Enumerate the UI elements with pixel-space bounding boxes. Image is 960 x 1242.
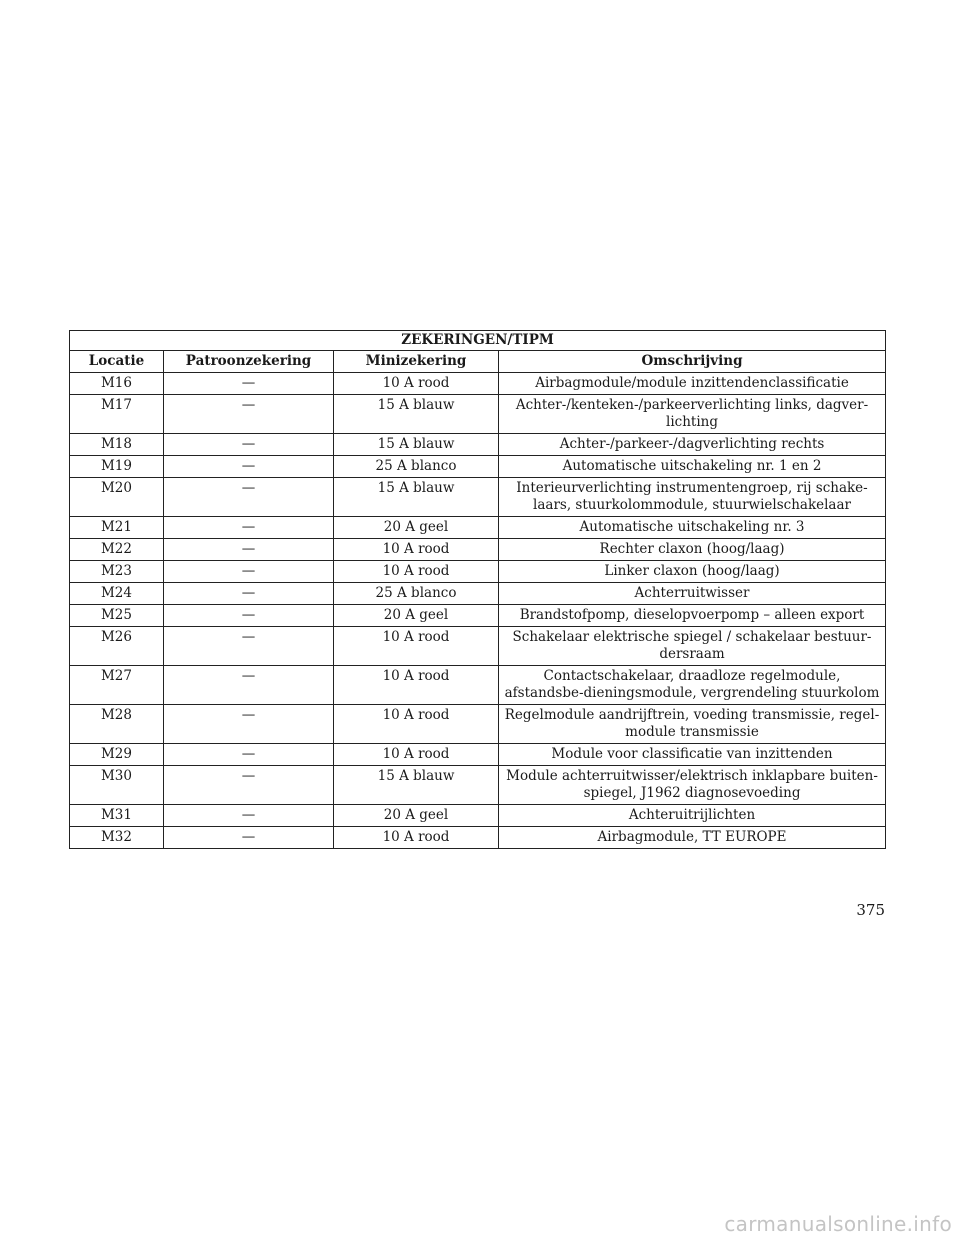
cell-description: Linker claxon (hoog/laag) (499, 561, 886, 583)
cell-location: M23 (70, 561, 164, 583)
cell-location: M16 (70, 373, 164, 395)
table-body (70, 373, 886, 849)
cell-cartridge: — (164, 456, 334, 478)
cell-location: M17 (70, 395, 164, 434)
cell-mini: 25 A blanco (334, 583, 499, 605)
cell-location: M18 (70, 434, 164, 456)
cell-location: M30 (70, 766, 164, 805)
cell-location: M24 (70, 583, 164, 605)
cell-description: Achteruitrijlichten (499, 805, 886, 827)
cell-description: Interieurverlichting instrumentengroep, rij schake-laars, stuurkolommodule, stuurwielschakelaar (499, 478, 886, 517)
header-mini-fuse: Minizekering (334, 351, 499, 373)
cell-cartridge: — (164, 744, 334, 766)
header-location: Locatie (70, 351, 164, 373)
table-row (70, 805, 886, 827)
cell-location: M27 (70, 666, 164, 705)
cell-cartridge: — (164, 561, 334, 583)
table-title: ZEKERINGEN/TIPM (70, 331, 886, 351)
cell-description: Automatische uitschakeling nr. 3 (499, 517, 886, 539)
cell-cartridge: — (164, 805, 334, 827)
header-cartridge-fuse: Patroonzekering (164, 351, 334, 373)
cell-location: M19 (70, 456, 164, 478)
cell-description: Airbagmodule, TT EUROPE (499, 827, 886, 849)
cell-description: Achter-/kenteken-/parkeerverlichting links, dagver-lichting (499, 395, 886, 434)
cell-description: Automatische uitschakeling nr. 1 en 2 (499, 456, 886, 478)
table-row (70, 395, 886, 434)
table-row (70, 744, 886, 766)
table-row (70, 583, 886, 605)
cell-mini: 20 A geel (334, 605, 499, 627)
table-row (70, 605, 886, 627)
cell-cartridge: — (164, 434, 334, 456)
cell-cartridge: — (164, 583, 334, 605)
cell-cartridge: — (164, 539, 334, 561)
table-row (70, 627, 886, 666)
cell-cartridge: — (164, 373, 334, 395)
cell-description: Achter-/parkeer-/dagverlichting rechts (499, 434, 886, 456)
cell-cartridge: — (164, 395, 334, 434)
cell-mini: 15 A blauw (334, 395, 499, 434)
table-row (70, 666, 886, 705)
cell-mini: 10 A rood (334, 827, 499, 849)
cell-location: M22 (70, 539, 164, 561)
cell-mini: 25 A blanco (334, 456, 499, 478)
cell-cartridge: — (164, 705, 334, 744)
table-row (70, 434, 886, 456)
cell-cartridge: — (164, 627, 334, 666)
cell-mini: 20 A geel (334, 805, 499, 827)
cell-location: M29 (70, 744, 164, 766)
table-header-row (70, 351, 886, 373)
cell-location: M20 (70, 478, 164, 517)
cell-mini: 10 A rood (334, 705, 499, 744)
cell-cartridge: — (164, 666, 334, 705)
watermark: carmanualsonline.info (724, 1212, 952, 1236)
cell-description: Airbagmodule/module inzittendenclassificatie (499, 373, 886, 395)
cell-mini: 10 A rood (334, 627, 499, 666)
cell-description: Achterruitwisser (499, 583, 886, 605)
cell-location: M26 (70, 627, 164, 666)
cell-mini: 10 A rood (334, 561, 499, 583)
cell-location: M32 (70, 827, 164, 849)
cell-mini: 10 A rood (334, 666, 499, 705)
cell-cartridge: — (164, 517, 334, 539)
cell-description: Brandstofpomp, dieselopvoerpomp – alleen export (499, 605, 886, 627)
table-row (70, 517, 886, 539)
cell-location: M28 (70, 705, 164, 744)
table-row (70, 766, 886, 805)
page-number: 375 (856, 901, 885, 919)
cell-location: M31 (70, 805, 164, 827)
table-row (70, 827, 886, 849)
table-title-row (70, 331, 886, 351)
cell-cartridge: — (164, 827, 334, 849)
cell-cartridge: — (164, 605, 334, 627)
table-row (70, 456, 886, 478)
cell-location: M25 (70, 605, 164, 627)
cell-mini: 10 A rood (334, 373, 499, 395)
cell-mini: 10 A rood (334, 539, 499, 561)
cell-mini: 15 A blauw (334, 766, 499, 805)
table-row (70, 705, 886, 744)
table-row (70, 539, 886, 561)
table-row (70, 373, 886, 395)
table-row (70, 478, 886, 517)
cell-mini: 15 A blauw (334, 434, 499, 456)
cell-cartridge: — (164, 766, 334, 805)
cell-description: Rechter claxon (hoog/laag) (499, 539, 886, 561)
cell-mini: 15 A blauw (334, 478, 499, 517)
cell-mini: 20 A geel (334, 517, 499, 539)
cell-mini: 10 A rood (334, 744, 499, 766)
cell-description: Module voor classificatie van inzittenden (499, 744, 886, 766)
cell-location: M21 (70, 517, 164, 539)
cell-description: Contactschakelaar, draadloze regelmodule, afstandsbe-dieningsmodule, vergrendeling stuurkolom (499, 666, 886, 705)
fuse-table (69, 330, 886, 849)
cell-description: Regelmodule aandrijftrein, voeding transmissie, regel-module transmissie (499, 705, 886, 744)
header-description: Omschrijving (499, 351, 886, 373)
cell-description: Module achterruitwisser/elektrisch inklapbare buiten-spiegel, J1962 diagnosevoeding (499, 766, 886, 805)
cell-description: Schakelaar elektrische spiegel / schakelaar bestuur-dersraam (499, 627, 886, 666)
cell-cartridge: — (164, 478, 334, 517)
table-row (70, 561, 886, 583)
